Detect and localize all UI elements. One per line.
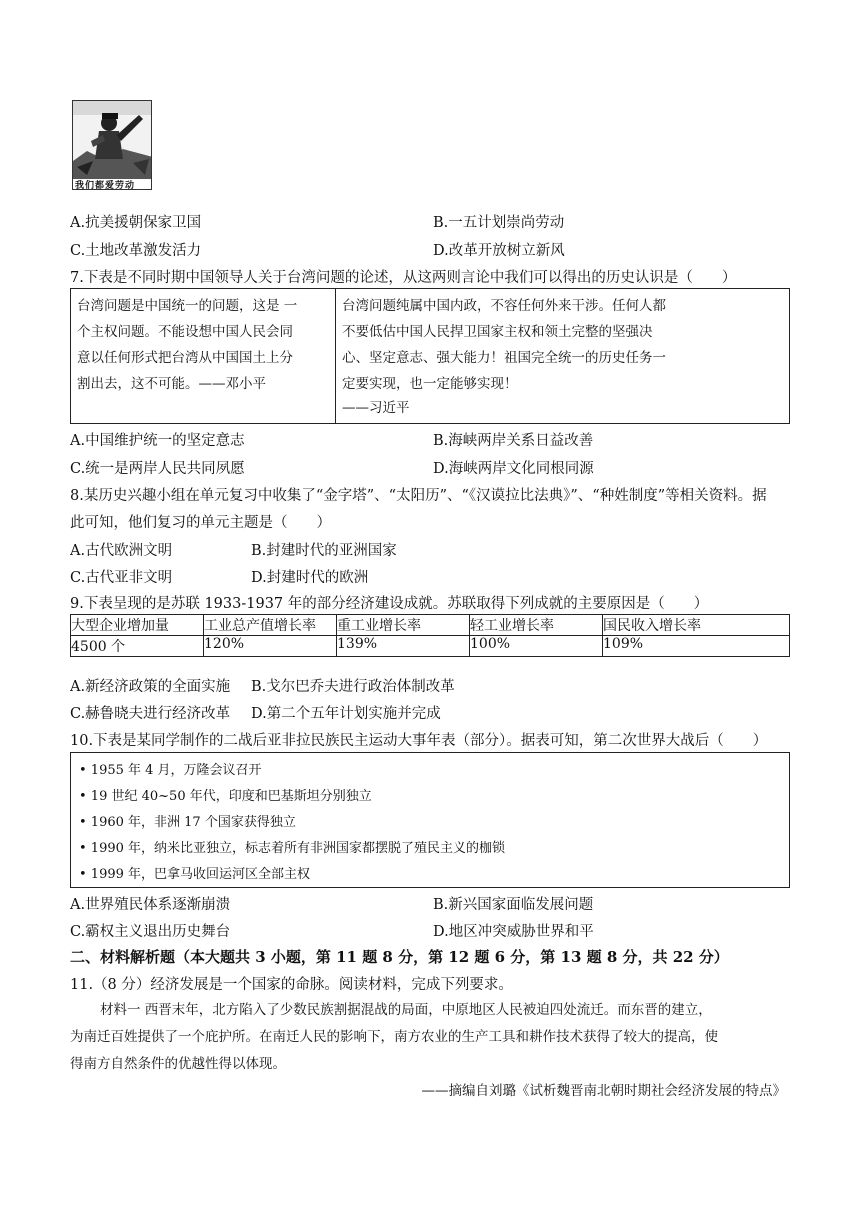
q9-value-cell: 139%	[337, 636, 470, 657]
q9-header-cell: 重工业增长率	[337, 615, 470, 636]
timeline-item: • 1955 年 4 月，万隆会议召开	[79, 763, 262, 778]
q8-option-d[interactable]: D.封建时代的欧洲	[251, 570, 369, 586]
q6-option-d[interactable]: D.改革开放树立新风	[433, 243, 565, 259]
q11-stem: 11.（8 分）经济发展是一个国家的命脉。阅读材料，完成下列要求。	[70, 977, 513, 993]
timeline-item: • 1990 年，纳米比亚独立，标志着所有非洲国家都摆脱了殖民主义的枷锁	[79, 841, 506, 856]
q6-option-a[interactable]: A.抗美援朝保家卫国	[70, 215, 202, 231]
poster-image	[72, 100, 152, 190]
q7-quote-table	[70, 288, 790, 424]
q11-source: ——摘编自刘璐《试析魏晋南北朝时期社会经济发展的特点》	[421, 1083, 786, 1099]
q7-option-d[interactable]: D.海峡两岸文化同根同源	[433, 461, 594, 477]
q8-option-c[interactable]: C.古代亚非文明	[70, 570, 173, 586]
q10-stem: 10.下表是某同学制作的二战后亚非拉民族民主运动大事年表（部分）。据表可知，第二次世界大战后（ ）	[70, 733, 768, 749]
q10-option-a[interactable]: A.世界殖民体系逐渐崩溃	[70, 897, 231, 913]
timeline-item: • 1960 年，非洲 17 个国家获得独立	[79, 815, 296, 830]
q8-option-a[interactable]: A.古代欧洲文明	[70, 543, 173, 559]
q9-header-cell: 工业总产值增长率	[204, 615, 337, 636]
q9-header-cell: 大型企业增加量	[71, 615, 204, 636]
q9-header-cell: 轻工业增长率	[470, 615, 603, 636]
q9-option-d[interactable]: D.第二个五年计划实施并完成	[251, 706, 441, 722]
poster-illustration	[73, 101, 152, 190]
q10-option-b[interactable]: B.新兴国家面临发展问题	[433, 897, 594, 913]
q8-stem-line2: 此可知，他们复习的单元主题是（ ）	[70, 515, 331, 531]
q9-header-cell: 国民收入增长率	[603, 615, 790, 636]
q11-material-line: 材料一 西晋末年，北方陷入了少数民族割据混战的局面，中原地区人民被迫四处流迁。而东晋的建立，	[100, 1002, 712, 1018]
q9-value-cell: 4500 个	[71, 636, 204, 657]
q7-option-a[interactable]: A.中国维护统一的坚定意志	[70, 433, 245, 449]
q9-value-row	[71, 636, 790, 657]
poster-caption: 我们都爱劳动	[75, 181, 136, 190]
q8-stem-line1: 8.某历史兴趣小组在单元复习中收集了“金字塔”、“太阳历”、“《汉谟拉比法典》”、“种姓制度”等相关资料。据	[70, 488, 767, 504]
q9-value-cell: 109%	[603, 636, 790, 657]
q7-option-c[interactable]: C.统一是两岸人民共同夙愿	[70, 461, 245, 477]
q7-deng-quote: 台湾问题是中国统一的问题，这是 一 个主权问题。不能设想中国人民会同 意以任何形式把台湾从中国国土上分 割出去，这不可能。——邓小平	[77, 298, 298, 392]
q11-material-line: 为南迁百姓提供了一个庇护所。在南迁人民的影响下，南方农业的生产工具和耕作技术获得了较大的提高，使	[70, 1029, 718, 1045]
q6-option-b[interactable]: B.一五计划崇尚劳动	[433, 215, 565, 231]
q9-stem: 9.下表呈现的是苏联 1933-1937 年的部分经济建设成就。苏联取得下列成就的主要原因是（ ）	[70, 596, 709, 612]
q7-xi-quote: 台湾问题纯属中国内政，不容任何外来干涉。任何人都 不要低估中国人民捍卫国家主权和领土完整的坚强决 心、坚定意志、强大能力！祖国完全统一的历史任务一 定要实现，也一定能够实现！ ——习近平	[342, 298, 666, 416]
q9-option-b[interactable]: B.戈尔巴乔夫进行政治体制改革	[251, 679, 455, 695]
q9-value-cell: 120%	[204, 636, 337, 657]
q9-option-a[interactable]: A.新经济政策的全面实施	[70, 679, 231, 695]
q10-option-d[interactable]: D.地区冲突威胁世界和平	[433, 924, 594, 940]
q10-option-c[interactable]: C.霸权主义退出历史舞台	[70, 924, 231, 940]
q9-value-cell: 100%	[470, 636, 603, 657]
q7-stem: 7.下表是不同时期中国领导人关于台湾问题的论述，从这两则言论中我们可以得出的历史认识是（ ）	[70, 270, 737, 286]
q6-option-c[interactable]: C.土地改革激发活力	[70, 243, 202, 259]
q10-timeline-box	[70, 752, 790, 888]
q9-data-table	[70, 614, 790, 657]
timeline-item: • 19 世纪 40~50 年代，印度和巴基斯坦分别独立	[79, 789, 372, 804]
q11-material-line: 得南方自然条件的优越性得以体现。	[70, 1056, 286, 1072]
q8-option-b[interactable]: B.封建时代的亚洲国家	[251, 543, 397, 559]
q9-header-row	[71, 615, 790, 636]
section-title: 二、材料解析题（本大题共 3 小题，第 11 题 8 分，第 12 题 6 分，第 13 题 8 分，共 22 分）	[70, 948, 729, 966]
timeline-item: • 1999 年，巴拿马收回运河区全部主权	[79, 867, 311, 882]
q7-option-b[interactable]: B.海峡两岸关系日益改善	[433, 433, 594, 449]
q9-option-c[interactable]: C.赫鲁晓夫进行经济改革	[70, 706, 231, 722]
